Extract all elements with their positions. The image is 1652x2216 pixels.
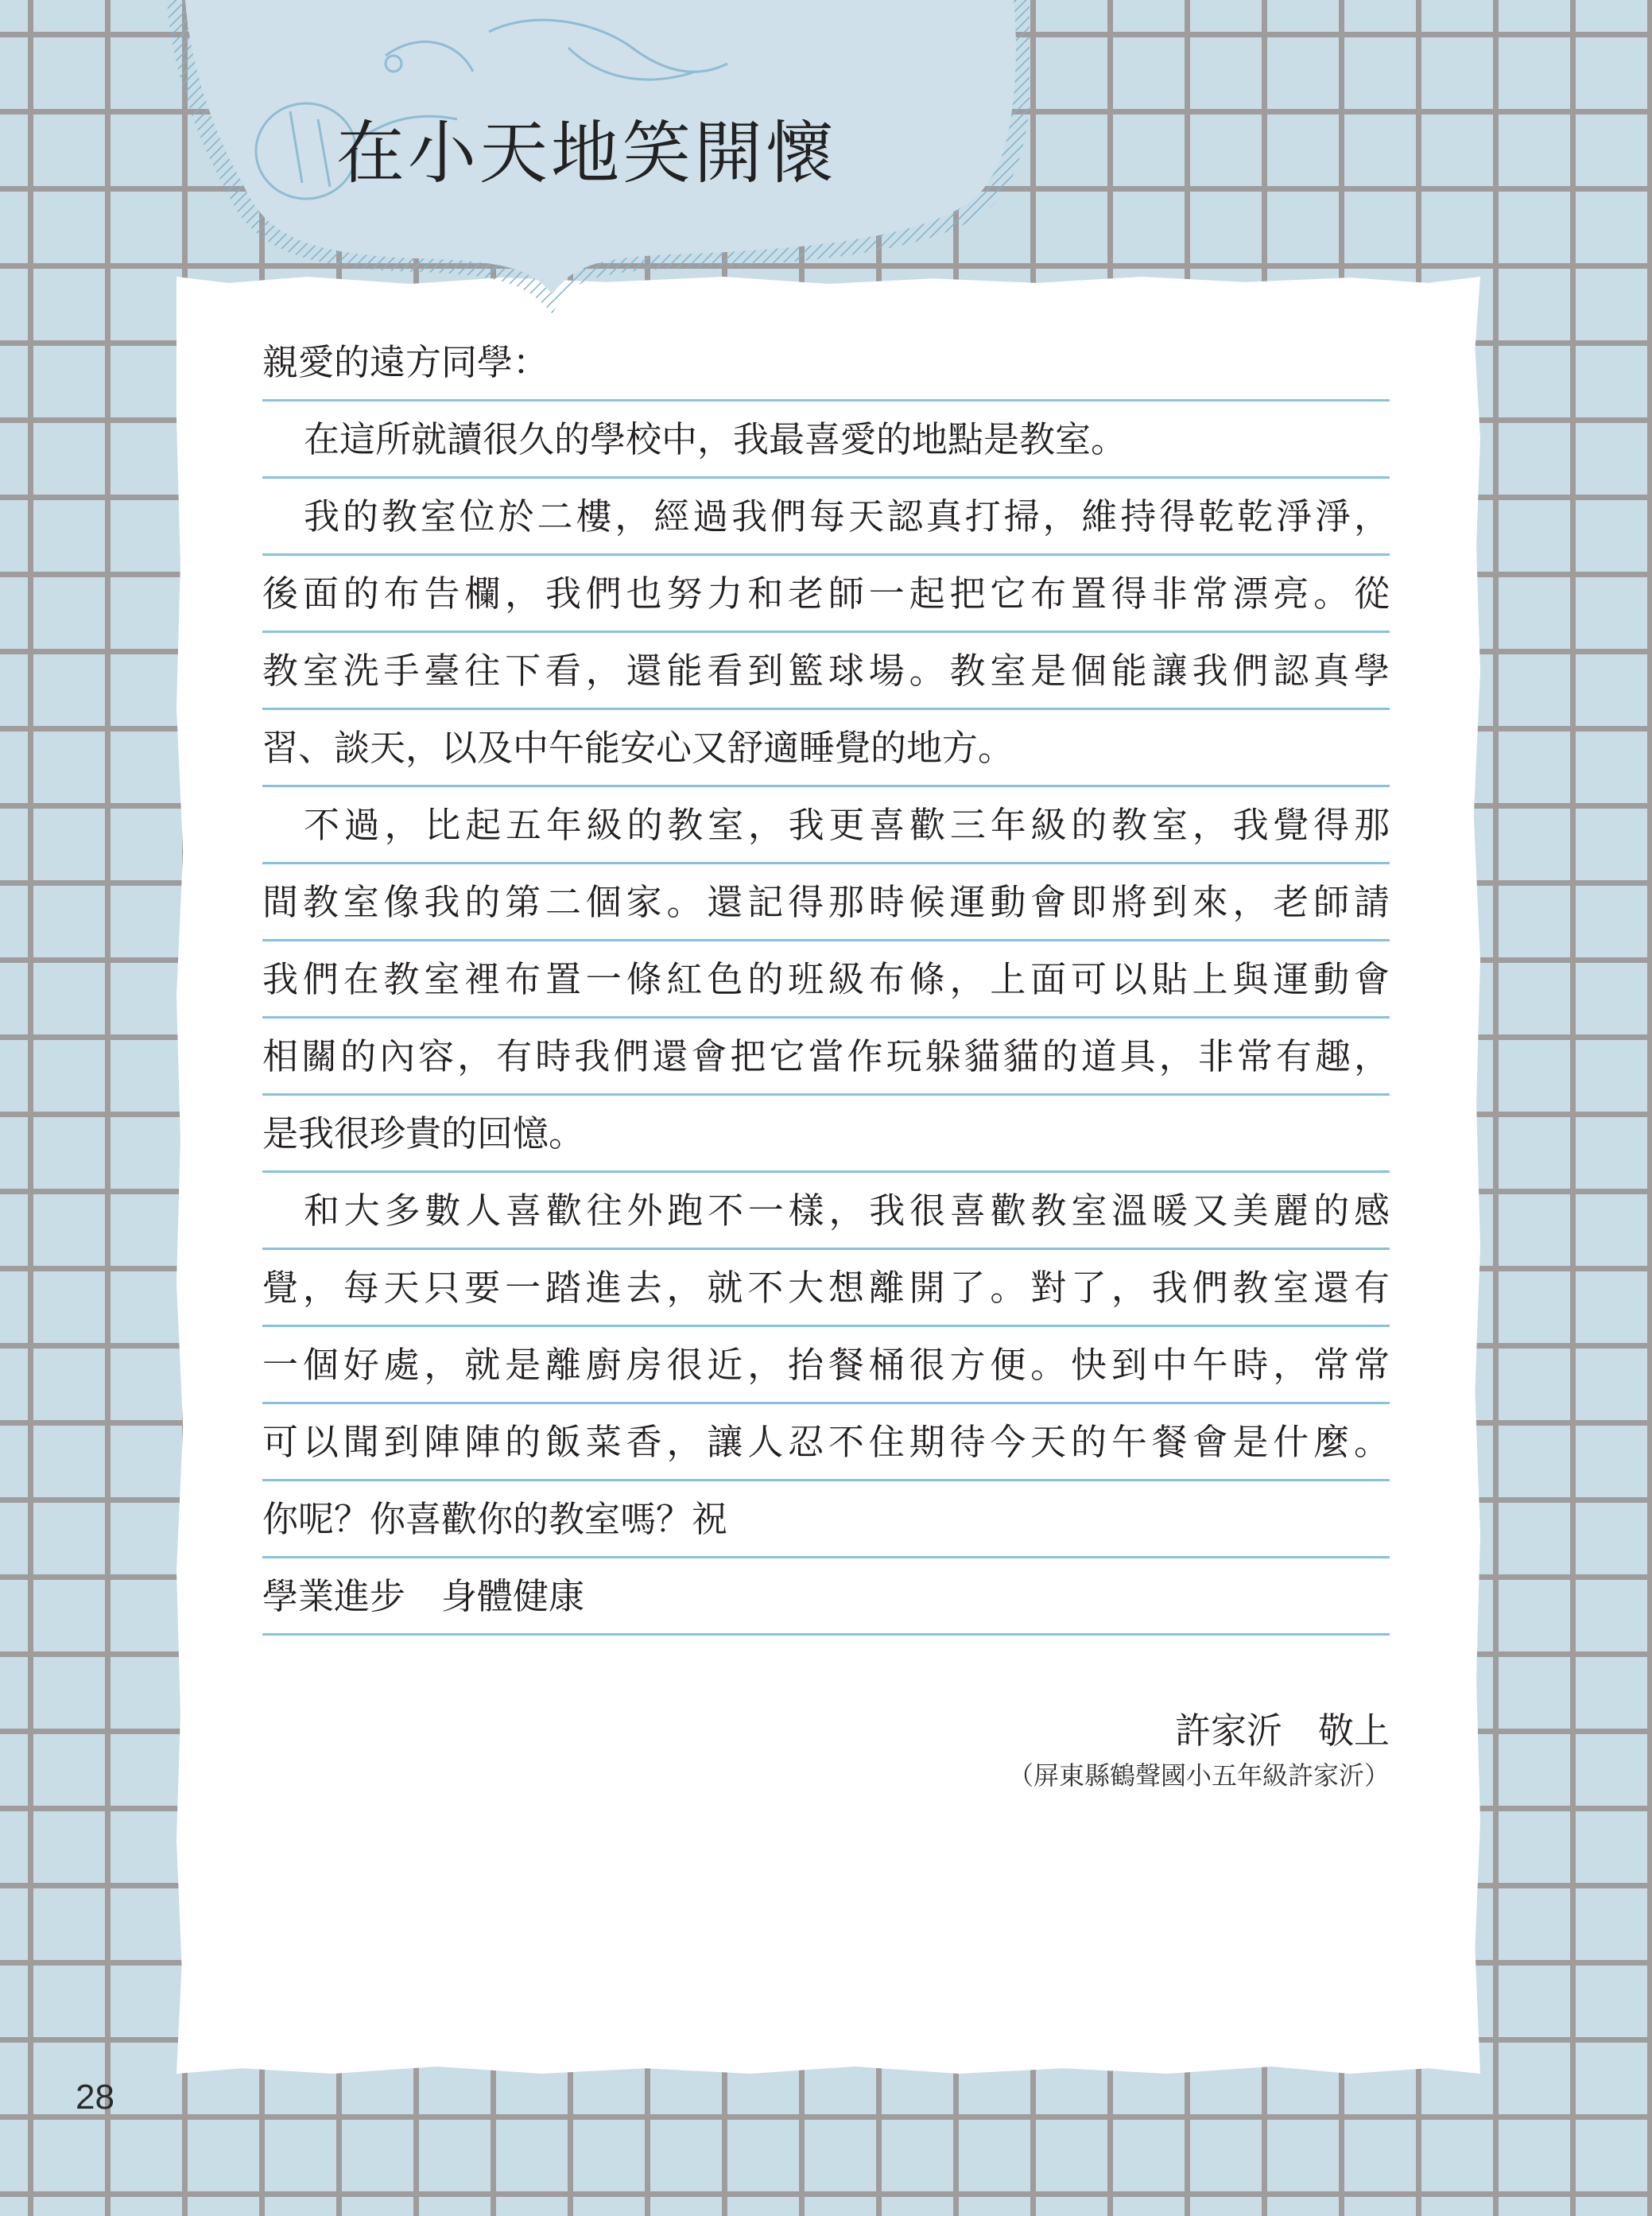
- letter-line: 我的教室位於二樓，經過我們每天認真打掃，維持得乾乾淨淨，: [262, 479, 1390, 556]
- letter-body: [262, 324, 1390, 1636]
- letter-line: 是我很珍貴的回憶。: [262, 1096, 1390, 1173]
- letter-line: 和大多數人喜歡往外跑不一樣，我很喜歡教室溫暖又美麗的感: [262, 1173, 1390, 1250]
- letter-line: 可以聞到陣陣的飯菜香，讓人忍不住期待今天的午餐會是什麼。: [262, 1404, 1390, 1481]
- letter-line: 教室洗手臺往下看，還能看到籃球場。教室是個能讓我們認真學: [262, 633, 1390, 710]
- letter-line: 間教室像我的第二個家。還記得那時候運動會即將到來，老師請: [262, 864, 1390, 941]
- letter-line: 習、談天，以及中午能安心又舒適睡覺的地方。: [262, 710, 1390, 787]
- letter-line: 一個好處，就是離廚房很近，抬餐桶很方便。快到中午時，常常: [262, 1327, 1390, 1404]
- page-title: 在小天地笑開懷: [336, 114, 837, 193]
- letter-line: 相關的內容，有時我們還會把它當作玩躲貓貓的道具，非常有趣，: [262, 1019, 1390, 1096]
- letter-line: 後面的布告欄，我們也努力和老師一起把它布置得非常漂亮。從: [262, 556, 1390, 633]
- letter-wishes: 學業進步 身體健康: [262, 1558, 1390, 1636]
- author-source: （屏東縣鶴聲國小五年級許家沂）: [1007, 1760, 1390, 1791]
- letter-signature: 許家沂 敬上: [1174, 1710, 1390, 1752]
- letter-greeting: 親愛的遠方同學：: [262, 324, 1390, 402]
- letter-line: 我們在教室裡布置一條紅色的班級布條，上面可以貼上與運動會: [262, 941, 1390, 1019]
- letter-line: 不過，比起五年級的教室，我更喜歡三年級的教室，我覺得那: [262, 787, 1390, 864]
- letter-closing: 你呢？你喜歡你的教室嗎？祝: [262, 1481, 1390, 1558]
- letter-line: 覺，每天只要一踏進去，就不大想離開了。對了，我們教室還有: [262, 1250, 1390, 1327]
- letter-line: 在這所就讀很久的學校中，我最喜愛的地點是教室。: [262, 402, 1390, 479]
- page-number: 28: [76, 2078, 114, 2117]
